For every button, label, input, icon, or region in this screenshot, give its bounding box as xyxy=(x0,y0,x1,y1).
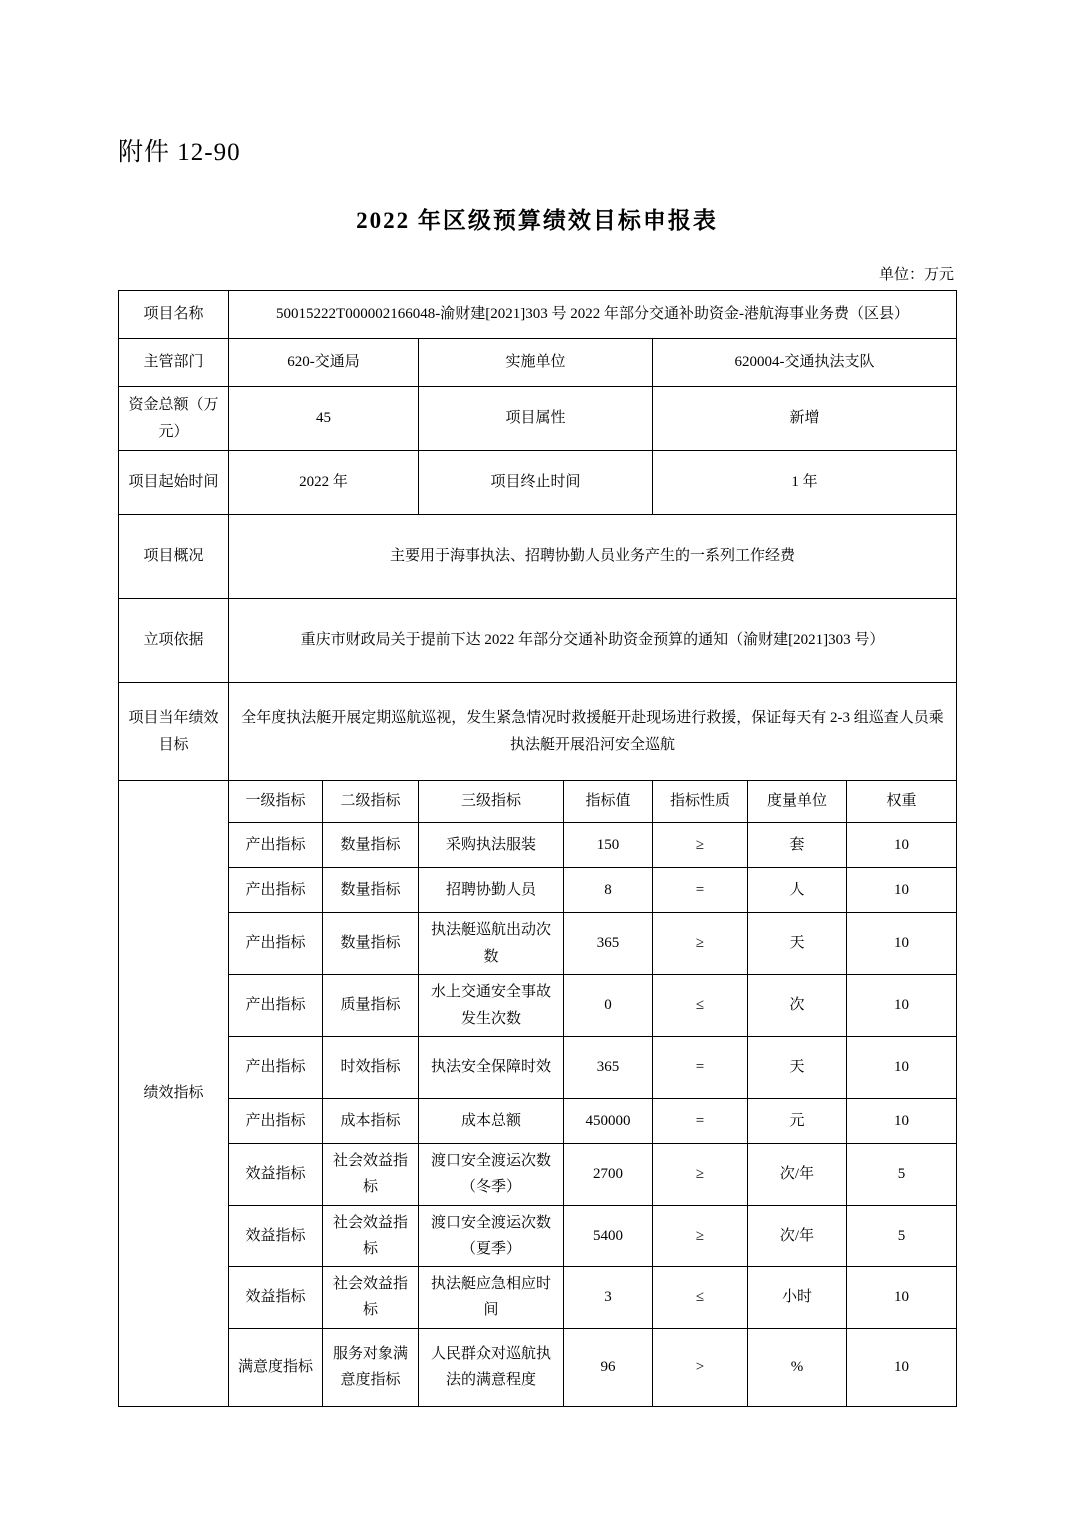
indicator-header-level1: 一级指标 xyxy=(229,781,323,823)
indicator-level1: 产出指标 xyxy=(229,913,323,975)
attr-label: 项目属性 xyxy=(419,387,653,451)
indicator-level1: 产出指标 xyxy=(229,823,323,868)
indicator-unit: 次/年 xyxy=(748,1205,847,1267)
indicator-level1: 效益指标 xyxy=(229,1267,323,1329)
indicator-level3: 执法安全保障时效 xyxy=(419,1037,564,1099)
indicator-level3: 执法艇应急相应时间 xyxy=(419,1267,564,1329)
indicator-level2: 成本指标 xyxy=(323,1099,419,1144)
indicator-nature: = xyxy=(653,868,748,913)
dept-label: 主管部门 xyxy=(119,339,229,387)
indicator-weight: 5 xyxy=(847,1205,957,1267)
indicator-unit: 天 xyxy=(748,913,847,975)
indicator-level3: 渡口安全渡运次数（夏季） xyxy=(419,1205,564,1267)
indicator-nature: ≥ xyxy=(653,913,748,975)
indicator-level1: 产出指标 xyxy=(229,868,323,913)
row-indicator-header xyxy=(119,781,957,823)
indicator-level1: 效益指标 xyxy=(229,1205,323,1267)
indicator-weight: 10 xyxy=(847,823,957,868)
indicator-header-level2: 二级指标 xyxy=(323,781,419,823)
indicator-level1: 效益指标 xyxy=(229,1144,323,1206)
row-department xyxy=(119,339,957,387)
indicator-level2: 数量指标 xyxy=(323,868,419,913)
indicator-unit: 天 xyxy=(748,1037,847,1099)
annual-goal-label: 项目当年绩效目标 xyxy=(119,683,229,781)
row-basis xyxy=(119,599,957,683)
indicator-weight: 5 xyxy=(847,1144,957,1206)
indicator-level2: 社会效益指标 xyxy=(323,1205,419,1267)
indicator-row xyxy=(119,913,957,975)
indicator-row xyxy=(119,1144,957,1206)
indicator-header-level3: 三级指标 xyxy=(419,781,564,823)
indicator-value: 96 xyxy=(564,1328,653,1406)
start-value: 2022 年 xyxy=(229,451,419,515)
project-name-label: 项目名称 xyxy=(119,291,229,339)
indicator-row xyxy=(119,1267,957,1329)
indicator-value: 365 xyxy=(564,913,653,975)
indicator-level2: 时效指标 xyxy=(323,1037,419,1099)
indicator-level3: 采购执法服装 xyxy=(419,823,564,868)
indicator-weight: 10 xyxy=(847,1328,957,1406)
unit-note: 单位：万元 xyxy=(878,267,954,283)
attachment-label: 附件 12-90 xyxy=(118,139,241,166)
indicator-weight: 10 xyxy=(847,1099,957,1144)
total-fund-label: 资金总额（万元） xyxy=(119,387,229,451)
indicator-nature: = xyxy=(653,1099,748,1144)
indicator-value: 3 xyxy=(564,1267,653,1329)
declaration-table xyxy=(118,290,957,1407)
attr-value: 新增 xyxy=(653,387,957,451)
indicators-section-label: 绩效指标 xyxy=(119,781,229,1407)
row-overview xyxy=(119,515,957,599)
indicator-level2: 社会效益指标 xyxy=(323,1144,419,1206)
indicator-weight: 10 xyxy=(847,868,957,913)
indicator-value: 450000 xyxy=(564,1099,653,1144)
indicator-header-nature: 指标性质 xyxy=(653,781,748,823)
impl-unit-label: 实施单位 xyxy=(419,339,653,387)
row-project-name xyxy=(119,291,957,339)
indicator-level2: 服务对象满意度指标 xyxy=(323,1328,419,1406)
indicator-value: 2700 xyxy=(564,1144,653,1206)
row-project-time xyxy=(119,451,957,515)
indicator-level1: 产出指标 xyxy=(229,1037,323,1099)
indicator-level3: 执法艇巡航出动次数 xyxy=(419,913,564,975)
indicator-unit: 次 xyxy=(748,975,847,1037)
indicator-row xyxy=(119,1205,957,1267)
indicator-weight: 10 xyxy=(847,913,957,975)
indicator-level3: 人民群众对巡航执法的满意程度 xyxy=(419,1328,564,1406)
indicator-level3: 水上交通安全事故发生次数 xyxy=(419,975,564,1037)
indicator-row xyxy=(119,975,957,1037)
row-annual-goal xyxy=(119,683,957,781)
indicator-value: 365 xyxy=(564,1037,653,1099)
indicator-level1: 产出指标 xyxy=(229,975,323,1037)
indicator-unit: % xyxy=(748,1328,847,1406)
indicator-level1: 满意度指标 xyxy=(229,1328,323,1406)
indicator-weight: 10 xyxy=(847,975,957,1037)
indicator-level2: 数量指标 xyxy=(323,913,419,975)
indicator-level3: 渡口安全渡运次数（冬季） xyxy=(419,1144,564,1206)
indicator-nature: > xyxy=(653,1328,748,1406)
overview-value: 主要用于海事执法、招聘协勤人员业务产生的一系列工作经费 xyxy=(229,515,957,599)
end-value: 1 年 xyxy=(653,451,957,515)
indicator-unit: 次/年 xyxy=(748,1144,847,1206)
indicator-unit: 人 xyxy=(748,868,847,913)
indicator-level3: 成本总额 xyxy=(419,1099,564,1144)
indicator-weight: 10 xyxy=(847,1267,957,1329)
indicator-row xyxy=(119,1099,957,1144)
total-fund-value: 45 xyxy=(229,387,419,451)
indicator-level2: 质量指标 xyxy=(323,975,419,1037)
indicator-row xyxy=(119,1037,957,1099)
indicator-header-weight: 权重 xyxy=(847,781,957,823)
indicator-level2: 数量指标 xyxy=(323,823,419,868)
indicator-row xyxy=(119,868,957,913)
indicator-unit: 元 xyxy=(748,1099,847,1144)
indicator-level2: 社会效益指标 xyxy=(323,1267,419,1329)
page-title: 2022 年区级预算绩效目标申报表 xyxy=(356,208,718,233)
indicator-row xyxy=(119,1328,957,1406)
indicator-value: 150 xyxy=(564,823,653,868)
indicator-level1: 产出指标 xyxy=(229,1099,323,1144)
indicator-nature: ≤ xyxy=(653,1267,748,1329)
indicator-unit: 小时 xyxy=(748,1267,847,1329)
indicator-nature: ≤ xyxy=(653,975,748,1037)
indicator-value: 8 xyxy=(564,868,653,913)
indicator-weight: 10 xyxy=(847,1037,957,1099)
start-label: 项目起始时间 xyxy=(119,451,229,515)
indicator-nature: ≥ xyxy=(653,823,748,868)
indicator-header-unit: 度量单位 xyxy=(748,781,847,823)
annual-goal-value: 全年度执法艇开展定期巡航巡视，发生紧急情况时救援艇开赴现场进行救援，保证每天有 2-3 组巡查人员乘执法艇开展沿河安全巡航 xyxy=(229,683,957,781)
impl-unit-value: 620004-交通执法支队 xyxy=(653,339,957,387)
row-total-fund xyxy=(119,387,957,451)
indicator-value: 0 xyxy=(564,975,653,1037)
indicator-nature: ≥ xyxy=(653,1205,748,1267)
dept-value: 620-交通局 xyxy=(229,339,419,387)
indicator-row xyxy=(119,823,957,868)
end-label: 项目终止时间 xyxy=(419,451,653,515)
indicator-level3: 招聘协勤人员 xyxy=(419,868,564,913)
indicator-header-value: 指标值 xyxy=(564,781,653,823)
indicator-unit: 套 xyxy=(748,823,847,868)
overview-label: 项目概况 xyxy=(119,515,229,599)
indicator-nature: ≥ xyxy=(653,1144,748,1206)
basis-value: 重庆市财政局关于提前下达 2022 年部分交通补助资金预算的通知（渝财建[2021]303 号） xyxy=(229,599,957,683)
indicator-nature: = xyxy=(653,1037,748,1099)
basis-label: 立项依据 xyxy=(119,599,229,683)
project-name-value: 50015222T000002166048-渝财建[2021]303 号 2022 年部分交通补助资金-港航海事业务费（区县） xyxy=(229,291,957,339)
indicator-value: 5400 xyxy=(564,1205,653,1267)
